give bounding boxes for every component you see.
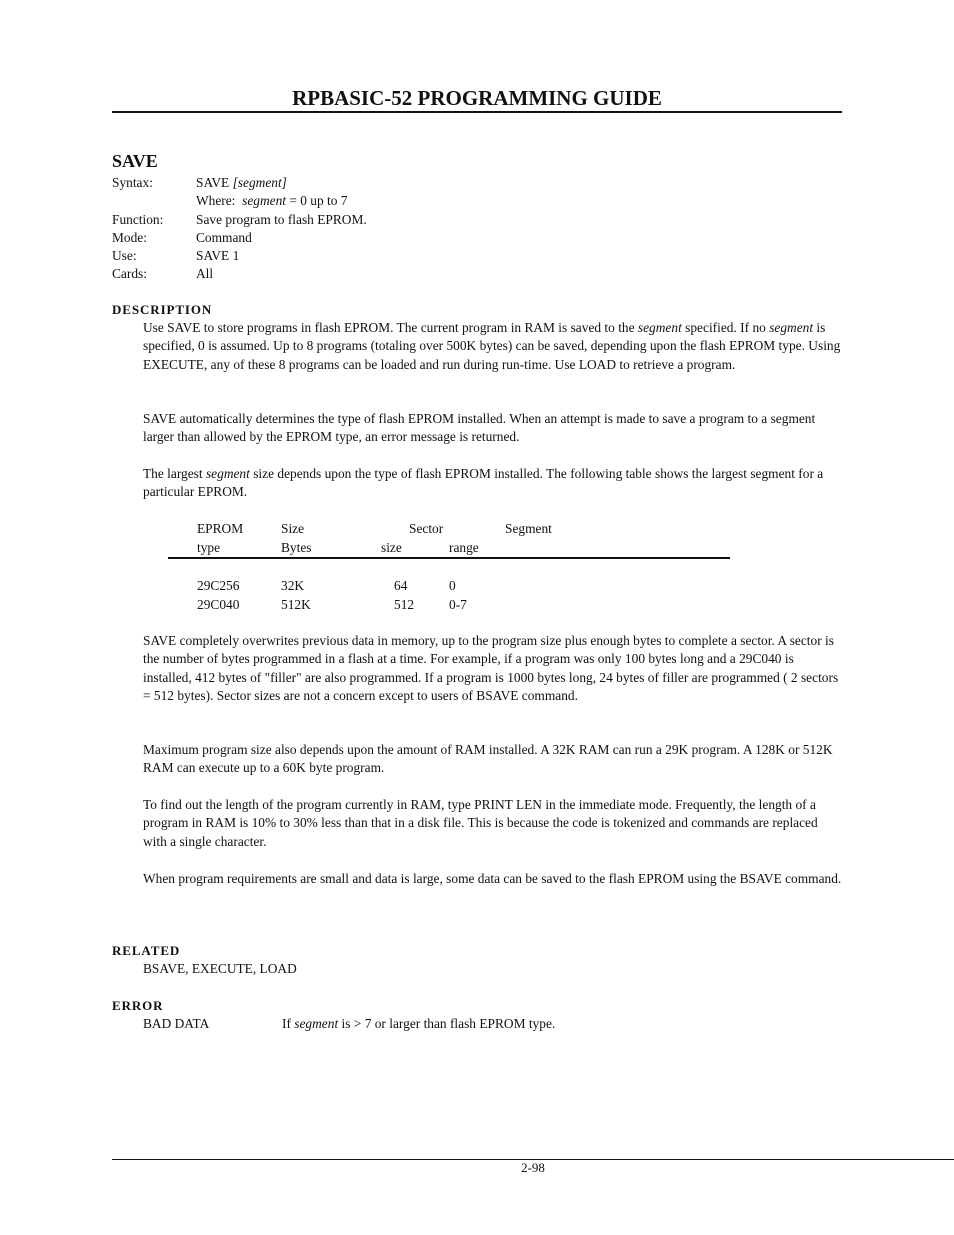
mode-value: Command — [196, 229, 252, 245]
header-type: type — [197, 539, 221, 555]
error-text-b: is > 7 or larger than flash EPROM type. — [338, 1016, 556, 1031]
where-value — [196, 192, 348, 210]
description-paragraph-4: SAVE completely overwrites previous data in memory, up to the program size plus enough bytes to complete a sector. A sector is the number of bytes programmed in a flash at a time. For example, if a program was only 100 bytes long and a 29C040 is installed, 412 bytes of "filler" are also programmed. If a program is 1000 bytes long, 24 bytes of filler are programmed ( 2 sectors = 512 bytes). Sector sizes are not a concern except to users of BSAVE command. — [143, 633, 839, 704]
p1-segment-1: segment — [637, 320, 682, 335]
mode-label: Mode: — [112, 229, 147, 245]
header-bytes: Bytes — [281, 539, 312, 555]
cards-row — [112, 265, 367, 283]
use-row — [112, 247, 367, 265]
header-sector-size: size — [381, 539, 402, 555]
table-row — [168, 596, 730, 615]
eprom-table-body — [168, 577, 730, 614]
error-segment: segment — [294, 1016, 339, 1031]
description-paragraph-3 — [143, 465, 843, 502]
eprom-table-header — [168, 520, 730, 557]
syntax-value — [196, 174, 287, 192]
cell-type: 29C040 — [197, 596, 240, 612]
title-rule — [112, 111, 842, 113]
syntax-row — [112, 174, 367, 192]
function-row — [112, 211, 367, 229]
page-title: RPBASIC-52 PROGRAMMING GUIDE — [292, 86, 662, 110]
syntax-argument: [segment] — [232, 175, 287, 190]
p3-text-a: The largest — [143, 466, 206, 481]
table-header-row-2 — [168, 539, 730, 558]
cell-range: 0-7 — [449, 596, 467, 612]
p3-text-b: size depends upon the type of flash EPROM installed. The following table shows the largest segment for a particular EPROM. — [143, 466, 824, 500]
description-heading: DESCRIPTION — [112, 302, 213, 317]
p1-text-a: Use SAVE to store programs in flash EPROM. The current program in RAM is saved to the — [143, 320, 638, 335]
description-paragraph-6: To find out the length of the program currently in RAM, type PRINT LEN in the immediate mode. Frequently, the length of a program in RAM is 10% to 30% less than that in a disk file. This is because the code is tokenized and commands are replaced with a single character. — [143, 797, 818, 849]
where-suffix: = 0 up to 7 — [286, 193, 348, 209]
error-row — [143, 1016, 555, 1032]
error-message — [282, 1016, 555, 1031]
function-value: Save program to flash EPROM. — [196, 211, 367, 227]
p1-text-c: is specified, 0 is assumed. Up to 8 programs (totaling over 500K bytes) can be saved, depending upon the flash EPROM type. Using EXECUTE, any of these 8 programs can be loaded and run during run-time. Use LOAD to retrieve a program. — [143, 320, 841, 372]
cell-sector-size: 512 — [394, 596, 415, 612]
description-paragraph-7: When program requirements are small and data is large, some data can be saved to the flash EPROM using the BSAVE command. — [143, 871, 842, 886]
syntax-command: SAVE — [196, 175, 233, 190]
related-heading: RELATED — [112, 943, 181, 958]
description-paragraph-2: SAVE automatically determines the type of flash EPROM installed. When an attempt is made to save a program to a segment larger than allowed by the EPROM type, an error message is returned. — [143, 411, 816, 445]
error-text-a: If — [282, 1016, 295, 1031]
header-sector-range: range — [449, 539, 479, 555]
header-eprom: EPROM — [197, 521, 244, 536]
table-row — [168, 577, 730, 596]
mode-row — [112, 229, 367, 247]
cell-type: 29C256 — [197, 578, 240, 593]
header-sector: Sector — [409, 521, 444, 536]
use-label: Use: — [112, 248, 137, 264]
use-value: SAVE 1 — [196, 248, 240, 264]
where-row — [112, 192, 367, 210]
p1-text-b: specified. If no — [681, 320, 770, 335]
header-size: Size — [281, 521, 305, 536]
related-text: BSAVE, EXECUTE, LOAD — [143, 961, 297, 976]
table-rule — [168, 557, 730, 559]
cards-label: Cards: — [112, 266, 147, 282]
syntax-label: Syntax: — [112, 175, 153, 190]
syntax-table — [112, 174, 367, 284]
cell-bytes: 32K — [281, 578, 305, 593]
page-number: 2-98 — [521, 1160, 545, 1175]
header-segment: Segment — [505, 521, 552, 536]
where-argument: segment — [242, 193, 286, 209]
description-paragraph-1 — [143, 319, 843, 374]
cell-sector-size: 64 — [394, 578, 408, 593]
cell-bytes: 512K — [281, 596, 311, 612]
section-heading: SAVE — [112, 151, 158, 171]
p1-segment-2: segment — [769, 320, 814, 335]
table-header-row-1 — [168, 520, 730, 539]
description-paragraph-5: Maximum program size also depends upon the amount of RAM installed. A 32K RAM can run a 29K program. A 128K or 512K RAM can execute up to a 60K byte program. — [143, 742, 833, 776]
error-heading: ERROR — [112, 998, 164, 1013]
cards-value: All — [196, 266, 214, 282]
error-code: BAD DATA — [143, 1016, 210, 1031]
cell-range: 0 — [449, 578, 456, 593]
p3-segment: segment — [205, 466, 250, 481]
where-prefix: Where: — [196, 193, 243, 209]
function-label: Function: — [112, 211, 164, 227]
